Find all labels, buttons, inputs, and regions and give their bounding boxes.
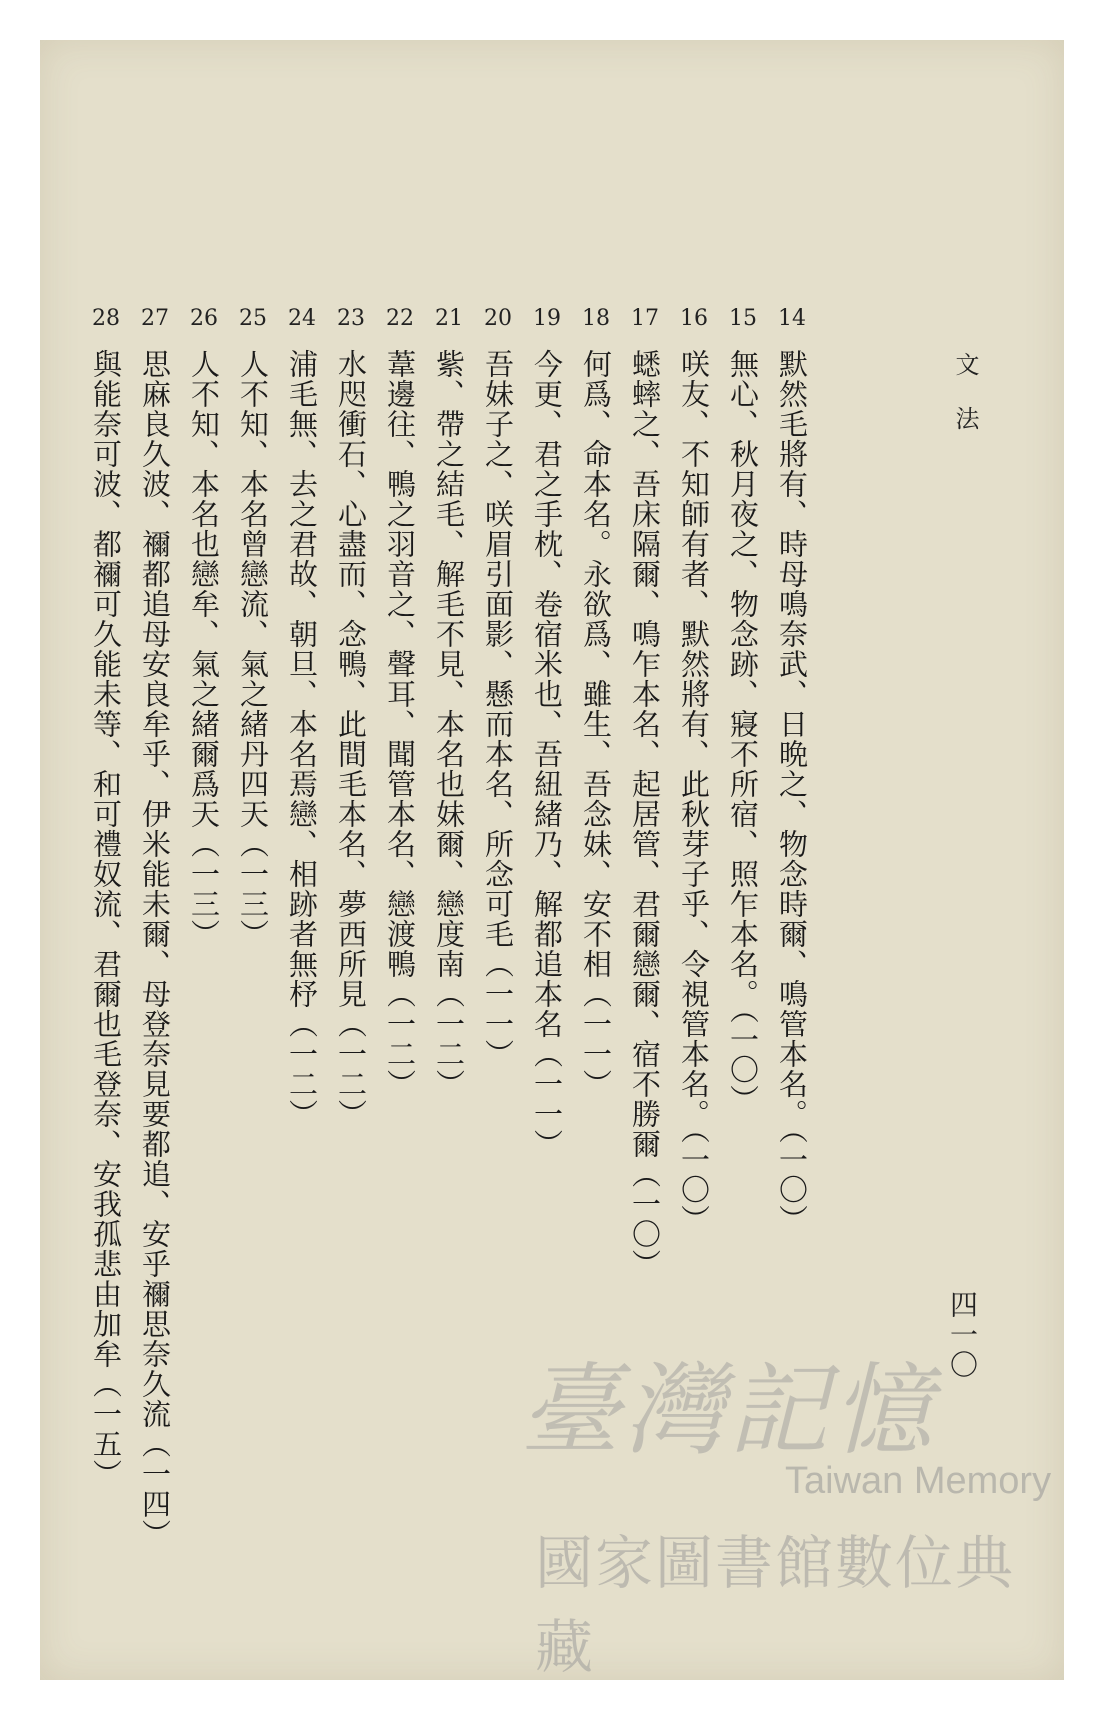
line-text: 默然毛將有、時母鳴奈武、日晩之、物念時爾、鳴管本名。（一〇）	[775, 349, 809, 1235]
line-number: 24	[288, 306, 316, 331]
line-text: 紫、帶之結毛、解毛不見、本名也妹爾、戀度南（一二）	[432, 349, 466, 1099]
line-number: 20	[484, 306, 512, 331]
line-text: 人不知、本名曾戀流、氣之緒丹四天（一三）	[236, 349, 270, 949]
line-text: 無心、秋月夜之、物念跡、寢不所宿、照乍本名。（一〇）	[726, 349, 760, 1115]
line-text: 今更、君之手枕、卷宿米也、吾紐緒乃、解都追本名（一一）	[530, 349, 564, 1159]
text-line	[82, 306, 130, 1489]
line-text: 水咫衝石、心盡而、念鴨、此間毛本名、夢西所見（一二）	[334, 349, 368, 1129]
text-line	[425, 306, 473, 1099]
page-number: 四一〇	[946, 1290, 979, 1380]
line-number: 14	[778, 306, 806, 331]
line-text: 人不知、本名也戀牟、氣之緒爾爲天（一三）	[187, 349, 221, 949]
line-number: 27	[141, 306, 169, 331]
text-line	[278, 306, 326, 1129]
line-number: 28	[92, 306, 120, 331]
text-line	[670, 306, 718, 1235]
line-text: 葦邊往、鴨之羽音之、聲耳、聞管本名、戀渡鴨（一二）	[383, 349, 417, 1099]
text-line	[376, 306, 424, 1099]
line-number: 21	[435, 306, 463, 331]
text-line	[131, 306, 179, 1549]
line-number: 26	[190, 306, 218, 331]
line-number: 17	[631, 306, 659, 331]
page-header: 文法	[951, 352, 979, 460]
watermark-chinese: 臺灣記憶	[520, 1352, 936, 1469]
book-page	[40, 40, 1064, 1680]
watermark-english: Taiwan Memory	[785, 1460, 1052, 1502]
text-line	[719, 306, 767, 1115]
line-text: 蟋蟀之、吾床隔爾、鳴乍本名、起居管、君爾戀爾、宿不勝爾（一〇）	[628, 349, 662, 1279]
line-text: 咲友、不知師有者、默然將有、此秋芽子乎、令視管本名。（一〇）	[677, 349, 711, 1235]
text-line	[180, 306, 228, 949]
line-number: 23	[337, 306, 365, 331]
line-text: 浦毛無、去之君故、朝旦、本名焉戀、相跡者無杼（一二）	[285, 349, 319, 1129]
line-number: 15	[729, 306, 757, 331]
text-line	[474, 306, 522, 1069]
text-line	[229, 306, 277, 949]
line-text: 與能奈可波、都禰可久能未等、和可禮奴流、君爾也毛登奈、安我孤悲由加牟（一五）	[89, 349, 123, 1489]
line-text: 吾妹子之、咲眉引面影、懸而本名、所念可毛（一一）	[481, 349, 515, 1069]
text-line	[327, 306, 375, 1129]
line-number: 22	[386, 306, 414, 331]
text-line	[768, 306, 816, 1235]
line-number: 19	[533, 306, 561, 331]
line-number: 18	[582, 306, 610, 331]
line-number: 25	[239, 306, 267, 331]
watermark-library: 國家圖書館數位典藏	[535, 1531, 1016, 1680]
line-text: 思麻良久波、禰都追母安良牟乎、伊米能未爾、母登奈見要都追、安乎禰思奈久流（一四）	[138, 349, 172, 1549]
text-line	[572, 306, 620, 1099]
text-line	[523, 306, 571, 1159]
line-number: 16	[680, 306, 708, 331]
text-line	[621, 306, 669, 1279]
line-text: 何爲、命本名。永欲爲、雖生、吾念妹、安不相（一一）	[579, 349, 613, 1099]
